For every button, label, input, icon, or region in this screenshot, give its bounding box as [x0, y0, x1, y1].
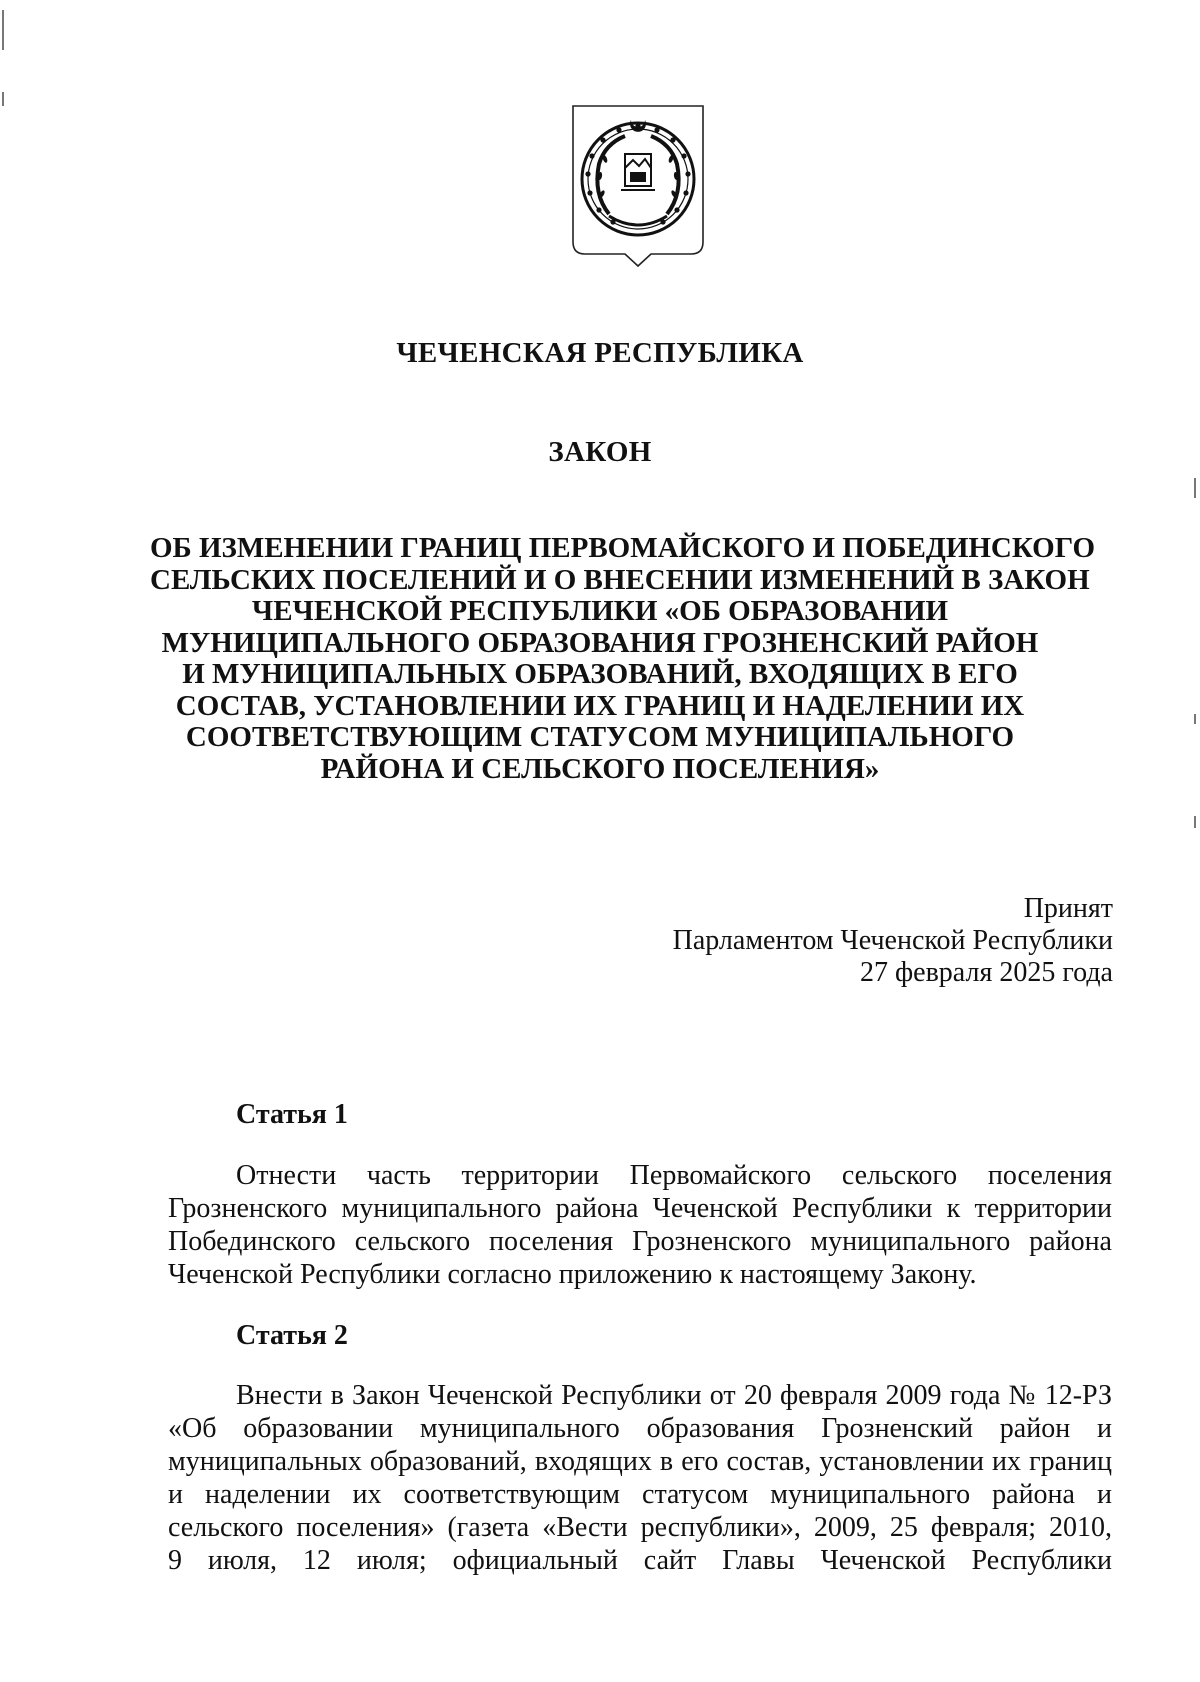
paragraph-line: Побединского сельского поселения Грозненского муниципального района [168, 1226, 1112, 1257]
paragraph-line: Грозненского муниципального района Чеченской Республики к территории [168, 1193, 1112, 1224]
paragraph-line: и наделении их соответствующим статусом муниципального района и [168, 1479, 1112, 1510]
article-2-text [168, 1379, 1112, 1577]
paragraph-line: «Об образовании муниципального образования Грозненский район и [168, 1413, 1112, 1444]
paragraph-line: Чеченской Республики согласно приложению к настоящему Закону. [168, 1259, 977, 1290]
scan-artifact [1194, 478, 1196, 498]
adoption-notice [673, 893, 1113, 989]
law-title [150, 532, 1096, 785]
paragraph-line: муниципальных образований, входящих в его состав, установлении их границ [168, 1446, 1112, 1477]
scan-artifact [1194, 714, 1196, 724]
law-title-line: И МУНИЦИПАЛЬНЫХ ОБРАЗОВАНИЙ, ВХОДЯЩИХ В ЕГО [182, 658, 1018, 690]
law-title-line: СЕЛЬСКИХ ПОСЕЛЕНИЙ И О ВНЕСЕНИИ ИЗМЕНЕНИЙ В ЗАКОН [150, 563, 1090, 596]
adoption-date: 27 февраля 2025 года [860, 957, 1113, 988]
article-2-heading: Статья 2 [236, 1320, 348, 1351]
scan-artifact [2, 92, 4, 106]
law-title-line: РАЙОНА И СЕЛЬСКОГО ПОСЕЛЕНИЯ» [320, 752, 880, 785]
paragraph-line: сельского поселения» (газета «Вести республики», 2009, 25 февраля; 2010, [168, 1512, 1112, 1543]
scan-artifact [2, 10, 4, 50]
article-1-text [168, 1159, 1112, 1291]
law-title-line: СОСТАВ, УСТАНОВЛЕНИИ ИХ ГРАНИЦ И НАДЕЛЕНИИ ИХ [175, 689, 1025, 722]
adoption-line: Принят [1023, 893, 1113, 924]
republic-heading: ЧЕЧЕНСКАЯ РЕСПУБЛИКА [396, 337, 804, 369]
coat-of-arms-icon [569, 104, 707, 274]
paragraph-line: Внести в Закон Чеченской Республики от 20 февраля 2009 года № 12-РЗ [236, 1380, 1112, 1411]
paragraph-line: 9 июля, 12 июля; официальный сайт Главы Чеченской Республики [168, 1545, 1112, 1576]
law-title-line: СООТВЕТСТВУЮЩИМ СТАТУСОМ МУНИЦИПАЛЬНОГО [185, 721, 1015, 753]
adoption-line: Парламентом Чеченской Республики [672, 925, 1113, 956]
law-title-line: ЧЕЧЕНСКОЙ РЕСПУБЛИКИ «ОБ ОБРАЗОВАНИИ [251, 595, 949, 627]
article-1-heading: Статья 1 [236, 1099, 348, 1130]
scan-artifact [1194, 816, 1196, 828]
paragraph-line: Отнести часть территории Первомайского сельского поселения [236, 1160, 1112, 1191]
law-title-line: МУНИЦИПАЛЬНОГО ОБРАЗОВАНИЯ ГРОЗНЕНСКИЙ РАЙОН [161, 626, 1039, 659]
law-title-line: ОБ ИЗМЕНЕНИИ ГРАНИЦ ПЕРВОМАЙСКОГО И ПОБЕДИНСКОГО [150, 532, 1096, 564]
law-label: ЗАКОН [548, 436, 652, 468]
